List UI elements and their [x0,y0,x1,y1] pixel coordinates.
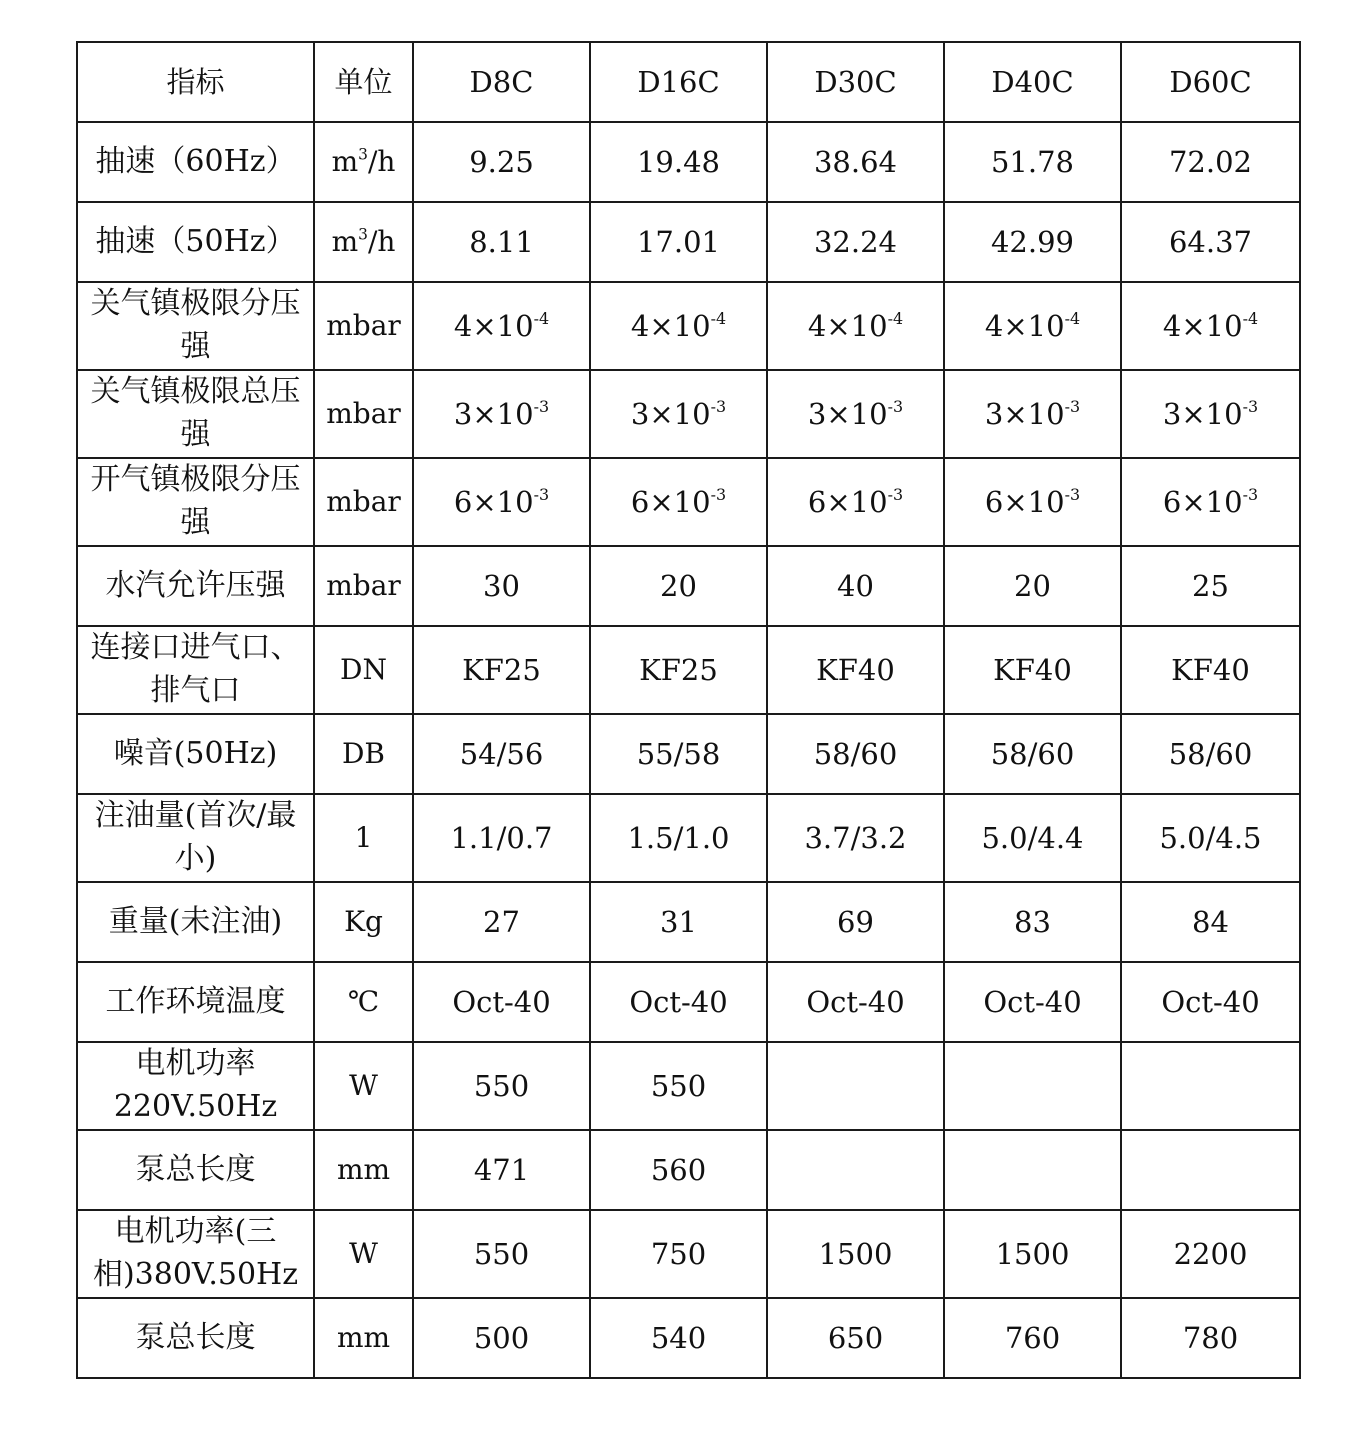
table-cell: $3\times 10^{-3}$ [413,370,590,458]
table-cell: Oct-40 [944,962,1121,1042]
table-cell: 1.1/0.7 [413,794,590,882]
table-cell: 69 [767,882,944,962]
table-cell: 32.24 [767,202,944,282]
table-cell: 58/60 [944,714,1121,794]
row-label: 抽速（50Hz） [77,202,314,282]
table-cell: 58/60 [767,714,944,794]
table-cell: 550 [413,1042,590,1130]
table-cell: 550 [413,1210,590,1298]
table-cell: 58/60 [1121,714,1300,794]
table-cell [767,1042,944,1130]
table-row [77,626,1300,714]
table-cell: 20 [590,546,767,626]
table-cell: 72.02 [1121,122,1300,202]
table-cell: 9.25 [413,122,590,202]
row-label: 泵总长度 [77,1130,314,1210]
table-cell: 30 [413,546,590,626]
table-row [77,714,1300,794]
table-cell: 780 [1121,1298,1300,1378]
table-cell: Oct-40 [413,962,590,1042]
row-unit: Kg [314,882,413,962]
table-row [77,1042,1300,1130]
table-row [77,962,1300,1042]
table-row [77,458,1300,546]
table-cell: KF40 [944,626,1121,714]
table-cell: $6\times 10^{-3}$ [1121,458,1300,546]
row-unit: $m^3/h$ [314,202,413,282]
table-cell: $4\times 10^{-4}$ [767,282,944,370]
header-unit: 单位 [314,42,413,122]
table-cell: 25 [1121,546,1300,626]
table-cell: 5.0/4.4 [944,794,1121,882]
table-cell: 3.7/3.2 [767,794,944,882]
table-cell: 2200 [1121,1210,1300,1298]
table-cell: $3\times 10^{-3}$ [767,370,944,458]
header-indicator: 指标 [77,42,314,122]
table-cell [944,1042,1121,1130]
table-row [77,546,1300,626]
table-row [77,1210,1300,1298]
row-unit: W [314,1042,413,1130]
table-cell: 83 [944,882,1121,962]
header-model: D30C [767,42,944,122]
table-cell: 8.11 [413,202,590,282]
header-model: D40C [944,42,1121,122]
table-cell: $6\times 10^{-3}$ [590,458,767,546]
table-cell: 38.64 [767,122,944,202]
row-label: 抽速（60Hz） [77,122,314,202]
table-cell: $4\times 10^{-4}$ [590,282,767,370]
table-cell: $6\times 10^{-3}$ [413,458,590,546]
table-cell: 17.01 [590,202,767,282]
table-cell: 42.99 [944,202,1121,282]
table-cell: 750 [590,1210,767,1298]
table-cell: $4\times 10^{-4}$ [413,282,590,370]
row-label: 泵总长度 [77,1298,314,1378]
table-row [77,1298,1300,1378]
table-cell: $6\times 10^{-3}$ [767,458,944,546]
table-cell: Oct-40 [1121,962,1300,1042]
row-label: 关气镇极限分压强 [77,282,314,370]
row-unit: W [314,1210,413,1298]
table-cell: Oct-40 [767,962,944,1042]
table-cell: $3\times 10^{-3}$ [1121,370,1300,458]
row-unit: mm [314,1298,413,1378]
table-cell: $6\times 10^{-3}$ [944,458,1121,546]
table-header-row [77,42,1300,122]
table-cell: Oct-40 [590,962,767,1042]
table-cell: 20 [944,546,1121,626]
table-cell: 19.48 [590,122,767,202]
table-row [77,370,1300,458]
row-unit: mm [314,1130,413,1210]
table-cell: 55/58 [590,714,767,794]
table-cell: 64.37 [1121,202,1300,282]
row-unit: DN [314,626,413,714]
table-row [77,202,1300,282]
row-label: 电机功率220V.50Hz [77,1042,314,1130]
row-label: 工作环境温度 [77,962,314,1042]
table-cell: 560 [590,1130,767,1210]
table-cell: KF40 [1121,626,1300,714]
table-cell: 54/56 [413,714,590,794]
row-unit: mbar [314,458,413,546]
row-unit: DB [314,714,413,794]
header-model: D8C [413,42,590,122]
table-row [77,122,1300,202]
spec-table [76,41,1301,1379]
table-cell: 84 [1121,882,1300,962]
table-row [77,282,1300,370]
row-unit: ℃ [314,962,413,1042]
row-unit: 1 [314,794,413,882]
row-label: 注油量(首次/最小) [77,794,314,882]
table-cell: 31 [590,882,767,962]
header-model: D16C [590,42,767,122]
table-cell: 760 [944,1298,1121,1378]
row-label: 电机功率(三相)380V.50Hz [77,1210,314,1298]
row-label: 水汽允许压强 [77,546,314,626]
row-label: 开气镇极限分压强 [77,458,314,546]
table-row [77,1130,1300,1210]
table-cell [944,1130,1121,1210]
table-cell: $4\times 10^{-4}$ [944,282,1121,370]
table-cell: 540 [590,1298,767,1378]
table-cell: 500 [413,1298,590,1378]
table-cell: 650 [767,1298,944,1378]
table-cell: $3\times 10^{-3}$ [590,370,767,458]
table-row [77,882,1300,962]
table-cell: KF25 [413,626,590,714]
table-cell: 550 [590,1042,767,1130]
row-label: 重量(未注油) [77,882,314,962]
table-cell: 1500 [944,1210,1121,1298]
row-unit: mbar [314,546,413,626]
table-cell [767,1130,944,1210]
table-cell: 5.0/4.5 [1121,794,1300,882]
table-cell: 51.78 [944,122,1121,202]
row-label: 关气镇极限总压强 [77,370,314,458]
header-model: D60C [1121,42,1300,122]
table-cell: KF40 [767,626,944,714]
table-cell: 1500 [767,1210,944,1298]
table-cell [1121,1042,1300,1130]
row-unit: $m^3/h$ [314,122,413,202]
table-cell [1121,1130,1300,1210]
row-unit: mbar [314,282,413,370]
table-cell: 1.5/1.0 [590,794,767,882]
row-label: 连接口进气口、排气口 [77,626,314,714]
table-cell: $3\times 10^{-3}$ [944,370,1121,458]
table-cell: KF25 [590,626,767,714]
table-cell: 40 [767,546,944,626]
table-cell: $4\times 10^{-4}$ [1121,282,1300,370]
row-label: 噪音(50Hz) [77,714,314,794]
table-cell: 471 [413,1130,590,1210]
table-cell: 27 [413,882,590,962]
table-row [77,794,1300,882]
row-unit: mbar [314,370,413,458]
